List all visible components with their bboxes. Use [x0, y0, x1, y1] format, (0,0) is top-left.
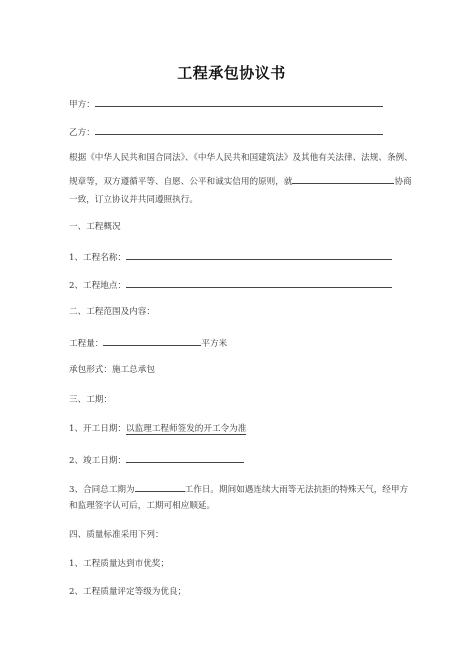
project-name-line	[69, 249, 392, 264]
quantity-label: 工程量：	[69, 339, 104, 349]
total-duration-pre: 3、合同总工期为	[69, 485, 135, 495]
total-duration-line	[69, 481, 408, 496]
party-b-line	[69, 124, 383, 139]
start-date-label: 1、开工日期：	[69, 424, 127, 434]
intro-line-2-post: 协商	[394, 177, 412, 187]
end-date-line	[69, 452, 244, 467]
section-3-heading: 三、工期：	[69, 395, 112, 405]
intro-line-2	[69, 173, 412, 188]
project-name-blank[interactable]	[126, 249, 392, 260]
start-date-value: 以监理工程师签发的开工令为准	[126, 424, 247, 434]
total-duration-blank[interactable]	[135, 481, 185, 492]
party-a-line	[69, 96, 383, 111]
intro-line-3: 一致，订立协议并共同遵照执行。	[69, 195, 198, 205]
section-4-heading: 四、质量标准采用下列：	[69, 530, 164, 540]
end-date-blank[interactable]	[126, 452, 244, 463]
quantity-line	[69, 335, 227, 350]
end-date-label: 2、竣工日期：	[69, 456, 127, 466]
project-location-line	[69, 277, 392, 292]
section-2-heading: 二、工程范围及内容：	[69, 307, 155, 317]
contract-form: 承包形式：施工总承包	[69, 365, 155, 375]
party-b-label: 乙方：	[69, 128, 95, 138]
intro-line-2-pre: 规章等，双方遵循平等、自愿、公平和诚实信用的原则，就	[69, 177, 293, 187]
intro-line-1: 根据《中华人民共和国合同法》、《中华人民共和国建筑法》及其他有关法律、法规、条例、	[69, 153, 413, 163]
party-b-blank[interactable]	[95, 124, 383, 135]
party-a-label: 甲方：	[69, 100, 95, 110]
party-a-blank[interactable]	[95, 96, 383, 107]
project-name-label: 1、工程名称：	[69, 253, 127, 263]
project-subject-blank[interactable]	[292, 173, 394, 184]
total-duration-post: 工作日。期间如遇连续大雨等无法抗拒的特殊天气，经甲方	[184, 485, 409, 495]
quality-item-2: 2、工程质量评定等级为优良；	[69, 587, 187, 597]
start-date-line	[69, 423, 246, 435]
quality-item-1: 1、工程质量达到市优奖；	[69, 559, 169, 569]
project-location-label: 2、工程地点：	[69, 281, 127, 291]
quantity-blank[interactable]	[103, 335, 201, 346]
section-1-heading: 一、工程概况	[69, 222, 121, 232]
total-duration-line-2: 和监理签字认可后，工期可相应顺延。	[69, 501, 216, 511]
project-location-blank[interactable]	[126, 277, 392, 288]
document-title: 工程承包协议书	[177, 64, 286, 82]
quantity-unit: 平方米	[201, 339, 228, 349]
